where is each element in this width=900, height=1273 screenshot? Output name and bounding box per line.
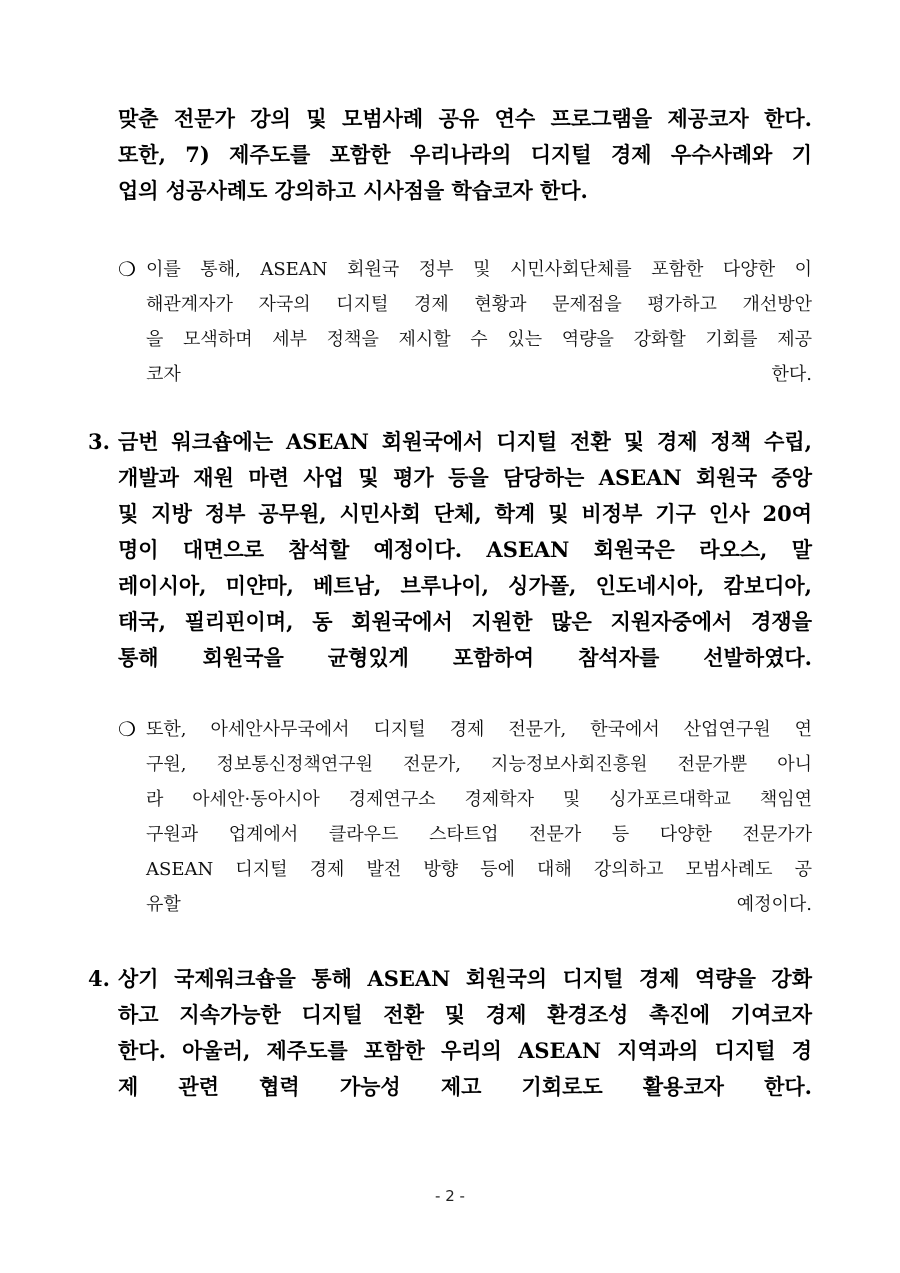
bullet-paragraph-2	[146, 712, 812, 922]
section-3-paragraph	[118, 424, 812, 676]
text-line: 및 지방 정부 공무원, 시민사회 단체, 학계 및 비정부 기구 인사 20여	[118, 501, 812, 526]
text-line: 한다. 아울러, 제주도를 포함한 우리의 ASEAN 지역과의 디지털 경	[118, 1038, 812, 1063]
text-line: 이를 통해, ASEAN 회원국 정부 및 시민사회단체를 포함한 다양한 이	[146, 259, 812, 280]
page-number: - 2 -	[435, 1187, 465, 1205]
text-line: 업의 성공사례도 강의하고 시사점을 학습코자 한다.	[118, 178, 588, 203]
text-line: 코자 한다.	[146, 364, 812, 385]
text-line: 통해 회원국을 균형있게 포함하여 참석자를 선발하였다.	[118, 645, 812, 670]
circle-bullet-icon: ❍	[118, 717, 136, 741]
section-number-3: 3.	[88, 429, 110, 454]
text-line: 태국, 필리핀이며, 동 회원국에서 지원한 많은 지원자중에서 경쟁을	[118, 609, 812, 634]
section-4-paragraph	[118, 961, 812, 1105]
text-line: 유할 예정이다.	[146, 894, 812, 915]
text-line: 또한, 아세안사무국에서 디지털 경제 전문가, 한국에서 산업연구원 연	[146, 719, 812, 740]
text-line: 라 아세안·동아시아 경제연구소 경제학자 및 싱가포르대학교 책임연	[146, 789, 812, 810]
text-line: 상기 국제워크숍을 통해 ASEAN 회원국의 디지털 경제 역량을 강화	[118, 966, 812, 991]
continuation-paragraph	[118, 101, 812, 209]
text-line: 레이시아, 미얀마, 베트남, 브루나이, 싱가폴, 인도네시아, 캄보디아,	[118, 573, 812, 598]
bullet-paragraph-1	[146, 252, 812, 392]
text-line: 하고 지속가능한 디지털 전환 및 경제 환경조성 촉진에 기여코자	[118, 1002, 812, 1027]
text-line: 해관계자가 자국의 디지털 경제 현황과 문제점을 평가하고 개선방안	[146, 294, 812, 315]
section-number-4: 4.	[88, 966, 110, 991]
text-line: 제 관련 협력 가능성 제고 기회로도 활용코자 한다.	[118, 1074, 812, 1099]
text-line: 구원, 정보통신정책연구원 전문가, 지능정보사회진흥원 전문가뿐 아니	[146, 754, 812, 775]
text-line: 명이 대면으로 참석할 예정이다. ASEAN 회원국은 라오스, 말	[118, 537, 812, 562]
circle-bullet-icon: ❍	[118, 257, 136, 281]
text-line: 구원과 업계에서 클라우드 스타트업 전문가 등 다양한 전문가가	[146, 824, 812, 845]
text-line: 개발과 재원 마련 사업 및 평가 등을 담당하는 ASEAN 회원국 중앙	[118, 465, 812, 490]
text-line: 금번 워크숍에는 ASEAN 회원국에서 디지털 전환 및 경제 정책 수립,	[118, 429, 812, 454]
text-line: ASEAN 디지털 경제 발전 방향 등에 대해 강의하고 모범사례도 공	[146, 859, 812, 880]
text-line: 또한, 7) 제주도를 포함한 우리나라의 디지털 경제 우수사례와 기	[118, 142, 812, 167]
text-line: 을 모색하며 세부 정책을 제시할 수 있는 역량을 강화할 기회를 제공	[146, 329, 812, 350]
text-line: 맞춘 전문가 강의 및 모범사례 공유 연수 프로그램을 제공코자 한다.	[118, 106, 812, 131]
